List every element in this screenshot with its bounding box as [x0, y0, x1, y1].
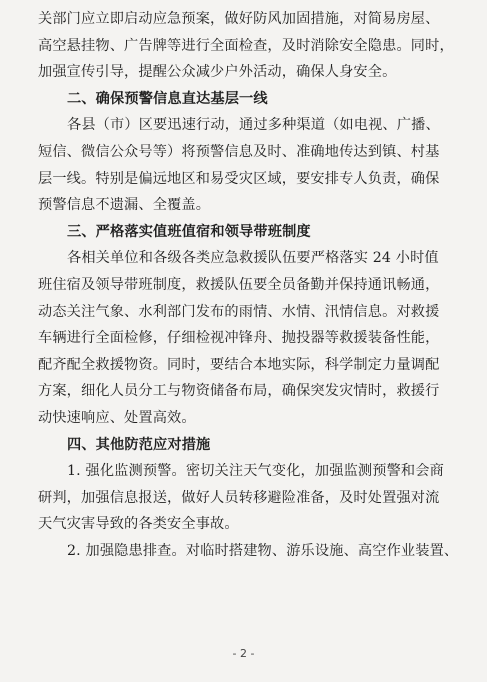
text-line: 各县（市）区要迅速行动，通过多种渠道（如电视、广播、	[67, 117, 440, 134]
section-heading: 四、其他防范应对措施	[67, 436, 211, 453]
section-heading: 三、严格落实值班值宿和领导带班制度	[67, 223, 311, 240]
page-number: - 2 -	[232, 647, 255, 660]
document-body	[38, 6, 457, 564]
text-line: 动快速响应、处置高效。	[38, 409, 196, 426]
text-line: 加强宣传引导，提醒公众减少户外活动，确保人身安全。	[38, 64, 397, 81]
text-line: 天气灾害导致的各类安全事故。	[38, 516, 239, 533]
text-line: 1. 强化监测预警。密切关注天气变化，加强监测预警和会商	[67, 463, 444, 480]
text-line: 动态关注气象、水利部门发布的雨情、水情、汛情信息。对救援	[38, 303, 440, 320]
text-line: 层一线。特别是偏远地区和易受灾区域，要安排专人负责，确保	[38, 170, 440, 187]
text-line: 高空悬挂物、广告牌等进行全面检查，及时消除安全隐患。同时，	[38, 37, 454, 54]
text-line: 研判，加强信息报送，做好人员转移避险准备，及时处置强对流	[38, 489, 440, 506]
text-line: 2. 加强隐患排查。对临时搭建物、游乐设施、高空作业装置、	[67, 542, 459, 559]
section-heading: 二、确保预警信息直达基层一线	[67, 90, 268, 107]
text-line: 班住宿及领导带班制度，救援队伍要全员备勤并保持通讯畅通，	[38, 276, 440, 293]
text-line: 车辆进行全面检修，仔细检视冲锋舟、抛投器等救援装备性能，	[38, 330, 440, 347]
text-line: 配齐配全救援物资。同时，要结合本地实际，科学制定力量调配	[38, 356, 440, 373]
text-line: 预警信息不遗漏、全覆盖。	[38, 197, 211, 214]
text-line: 关部门应立即启动应急预案，做好防风加固措施，对简易房屋、	[38, 11, 440, 27]
text-line: 各相关单位和各级各类应急救援队伍要严格落实 24 小时值	[67, 250, 439, 267]
text-line: 方案，细化人员分工与物资储备布局，确保突发灾情时，救援行	[38, 383, 440, 400]
text-line: 短信、微信公众号等）将预警信息及时、准确地传达到镇、村基	[38, 143, 440, 160]
